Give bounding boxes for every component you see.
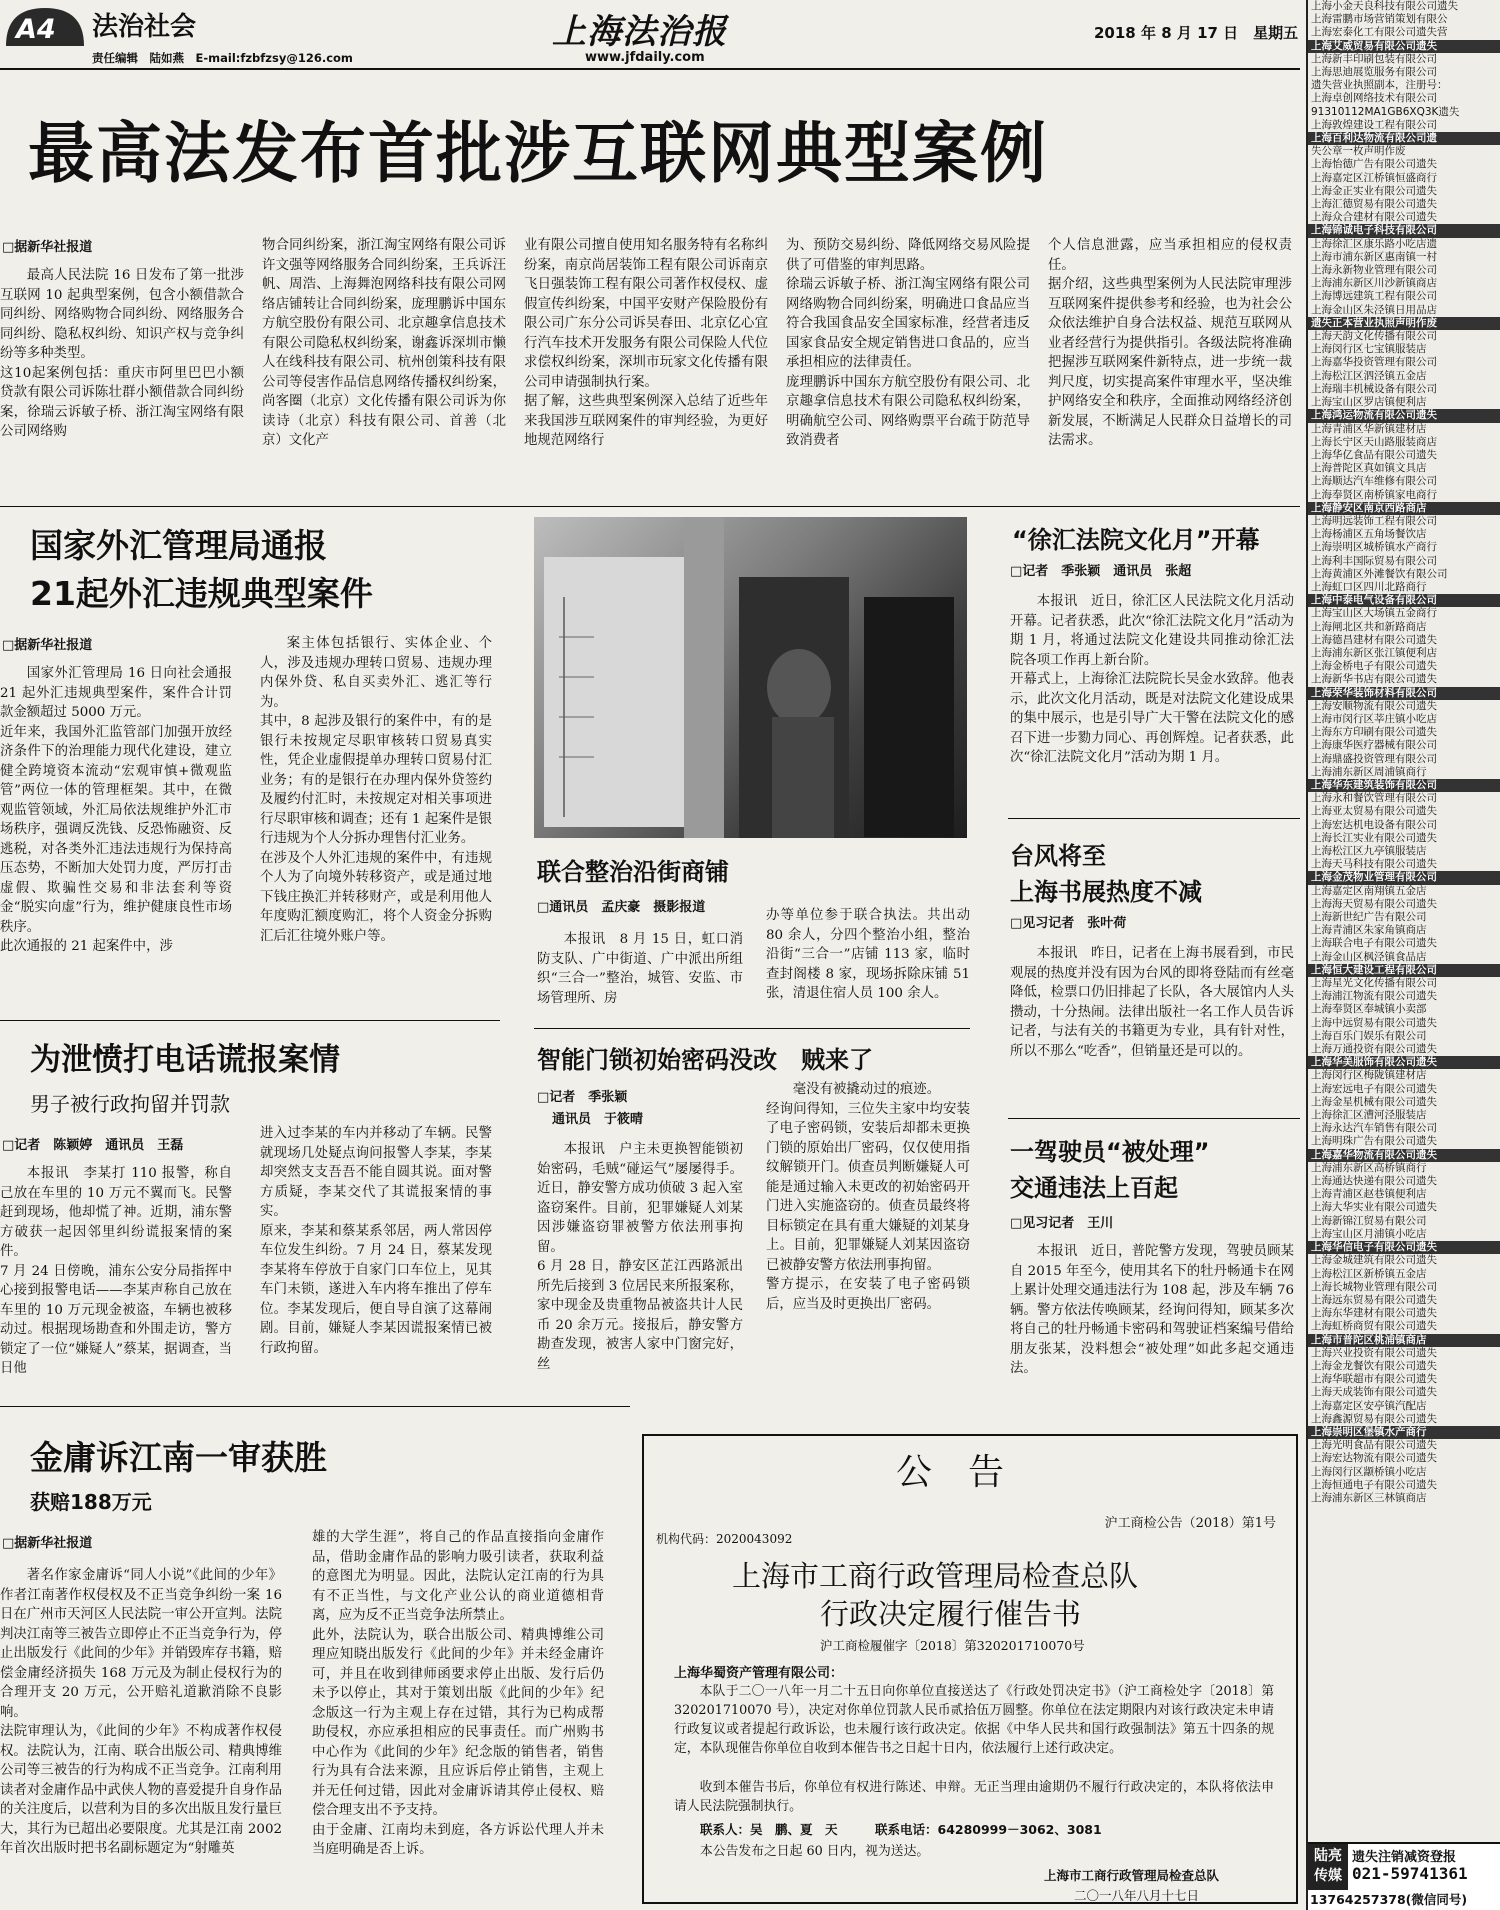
classified-ad-line: 上海新世纪广告有限公司 xyxy=(1311,911,1427,924)
lead-column-2: 物合同纠纷案，浙江淘宝网络有限公司诉许文强等网络服务合同纠纷案，王兵诉汪帆、周浩、上海舞泡网络科技有限公司网络店铺转让合同纠纷案，庞理鹏诉中国东方航空股份有限公司、北京趣拿信息技术有限公司隐私权纠纷案，谢鑫诉深圳市懒人在线科技有限公司、杭州创策科技有限公司等侵害作品信息网络传播权纠纷案，尚客圈（北京）文化传播有限公司诉为你读诗（北京）科技有限公司、首善（北京）文化产 xyxy=(262,238,506,448)
classified-ad-line: 上海宝山区大场镇五金商行 xyxy=(1311,607,1437,620)
false-report-headline: 为泄愤打电话谎报案情 xyxy=(30,1042,340,1078)
classified-ads-list xyxy=(1308,0,1500,1840)
masthead-rule xyxy=(0,68,1300,70)
classified-ad-line: 上海闵行区颛桥镇小吃店 xyxy=(1311,1465,1427,1478)
ads-brand-line-2: 传媒 xyxy=(1314,1868,1342,1884)
classified-ad-line: 上海华信电子有限公司遗失 xyxy=(1308,1241,1500,1254)
classified-ad-line: 上海奉贤区南桥镇家电商行 xyxy=(1311,488,1437,501)
lead-column-5: 个人信息泄露，应当承担相应的侵权责任。 据介绍，这些典型案例为人民法院审理涉互联网案件提供参考和经验，也为社会公众依法维护自身合法权益、规范互联网从业者经营行为提供指引。各级法院将准确把握涉互联网案件新特点，进一步统一裁判尺度，切实提高案件审理水平，坚决维护网络安全和秩序，全面推动网络经济创新发展，不断满足人民群众日益增长的司法需求。 xyxy=(1048,238,1292,448)
classified-ad-line: 上海万通投资有限公司遗失 xyxy=(1311,1043,1437,1056)
jinyong-col-1: 著名作家金庸诉“同人小说”《此间的少年》作者江南著作权侵权及不正当竞争纠纷一案 16 日在广州市天河区人民法院一审公开宣判。法院判决江南等三被告立即停止不正当竞争行为，停止出版发行《此间的少年》并销毁库存书籍，赔偿金庸经济损失 168 万元及为制止侵权行为的合理开支 20 万元，公开赔礼道歉消除不良影响。 法院审理认为，《此间的少年》不构成著作权侵权。法院认为，江南、联合出版公司、精典博维公司等三被告的行为构成不正当竞争。江南利用读者对金庸作品中武侠人物的喜爱提升自身作品的关注度后，以营利为目的多次出版且发行量巨大，其行为已超出必要限度。尤其是江南 2002 年首次出版时把书名副标题定为“射雕英 xyxy=(0,1568,282,1856)
classified-ad-line: 上海宝山区月浦镇小吃店 xyxy=(1311,1227,1427,1240)
classified-ad-line: 上海星光文化传播有限公司 xyxy=(1311,977,1437,990)
notice-contact: 联系人：吴 鹏、夏 天 联系电话：64280999－3062、3081 xyxy=(700,1822,1102,1837)
classified-ad-line: 上海兴业投资有限公司遗失 xyxy=(1311,1346,1437,1359)
jinyong-headline: 金庸诉江南一审获胜 xyxy=(30,1438,327,1477)
classified-ad-line: 上海徐汇区漕河泾服装店 xyxy=(1311,1109,1427,1122)
notice-para-3: 本公告发布之日起 60 日内，视为送达。 xyxy=(700,1844,930,1859)
jinyong-byline: □据新华社报道 xyxy=(2,1536,93,1551)
ads-label: 遗失注销减资登报 xyxy=(1352,1850,1457,1865)
classified-ad-line: 上海宏达物流有限公司遗失 xyxy=(1311,1452,1437,1465)
classified-ad-line: 上海鑫源贸易有限公司遗失 xyxy=(1311,1412,1437,1425)
classified-ad-line: 上海亚太贸易有限公司遗失 xyxy=(1311,805,1437,818)
notice-addressee: 上海华蜀资产管理有限公司： xyxy=(674,1666,844,1681)
classified-ad-line: 上海博远建筑工程有限公司 xyxy=(1311,290,1437,303)
jinyong-rule xyxy=(0,1406,630,1407)
classified-ad-line: 上海杨浦区五角场餐饮店 xyxy=(1311,528,1427,541)
classified-ad-line: 上海崇明区城桥镇水产商行 xyxy=(1311,541,1437,554)
masthead-logo: 上海法治报 xyxy=(552,12,727,52)
classified-ad-line: 上海华美服饰有限公司遗失 xyxy=(1308,1056,1500,1069)
classified-ad-line: 上海浦东新区川沙新镇商店 xyxy=(1311,277,1437,290)
jinyong-subhead: 获赔188万元 xyxy=(30,1490,152,1514)
classified-ad-line: 遗失正本营业执照声明作废 xyxy=(1308,317,1500,330)
forex-headline-1: 国家外汇管理局通报 xyxy=(30,526,327,565)
ads-phone: 021-59741361 xyxy=(1352,1864,1468,1883)
classified-ad-line: 上海雷鹏市场营销策划有限公 xyxy=(1311,13,1448,26)
page-badge xyxy=(2,2,88,50)
classified-ad-line: 上海新华书店有限公司遗失 xyxy=(1311,673,1437,686)
lock-byline-1: □记者 季张颖 xyxy=(537,1090,628,1105)
classified-ad-line: 上海奉贤区奉城镇小卖部 xyxy=(1311,1003,1427,1016)
notice-main-title-1: 上海市工商行政管理局检查总队 xyxy=(732,1559,1139,1593)
classified-ad-line: 上海虹口区四川北路商行 xyxy=(1311,580,1427,593)
xuhui-headline: “徐汇法院文化月”开幕 xyxy=(1012,526,1260,554)
classified-ad-line: 上海安顺物流有限公司遗失 xyxy=(1311,699,1437,712)
classified-ad-line: 上海新锦江贸易有限公司 xyxy=(1311,1214,1427,1227)
classified-ad-line: 上海青浦区华新镇建材店 xyxy=(1311,422,1427,435)
classified-ad-line: 上海通达快递有限公司遗失 xyxy=(1311,1175,1437,1188)
typhoon-text: 本报讯 昨日，记者在上海书展看到，市民观展的热度并没有因为台风的即将登陆而有丝毫降低，检票口仍旧排起了长队，各大展馆内人头攒动，十分热闹。法律出版社一名工作人员告诉记者，与法有关的书籍更为专业，具有针对性，所以不那么“吃香”，但销量还是可以的。 xyxy=(1010,946,1294,1059)
classified-ad-line: 上海长江实业有限公司遗失 xyxy=(1311,831,1437,844)
typhoon-headline-2: 上海书展热度不减 xyxy=(1010,878,1202,906)
classified-ad-line: 上海新丰印刷包装有限公司 xyxy=(1311,52,1437,65)
classified-ad-line: 上海长城物业管理有限公司 xyxy=(1311,1280,1437,1293)
typhoon-byline: □见习记者 张叶荷 xyxy=(1010,916,1127,931)
lead-headline: 最高法发布首批涉互联网典型案例 xyxy=(28,115,1048,192)
classified-ad-line: 上海思迪展览服务有限公司 xyxy=(1311,66,1437,79)
typhoon-headline-1: 台风将至 xyxy=(1010,842,1106,870)
classified-ad-line: 上海普陀区真如镇文具店 xyxy=(1311,462,1427,475)
classified-ad-line: 上海宝山区罗店镇便利店 xyxy=(1311,396,1427,409)
false-report-col-2: 进入过李某的车内并移动了车辆。民警就现场几处疑点询问报警人李某，李某却突然支支吾吾不能自圆其说。面对警方质疑，李某交代了其谎报案情的事实。 原来，李某和蔡某系邻居，两人常因停车位发生纠纷。7 月 24 日，蔡某发现李某将车停放于自家门口车位上，见其车门未锁，遂进入车内将车推出了停车位。李某发现后，便自导自演了这幕闹剧。目前，嫌疑人李某因谎报案情已被行政拘留。 xyxy=(260,1126,492,1356)
issue-date: 2018 年 8 月 17 日 星期五 xyxy=(1094,24,1299,42)
lead-column-4: 为、预防交易纠纷、降低网络交易风险提供了可借鉴的审判思路。 徐瑞云诉敏子桥、浙江淘宝网络有限公司网络购物合同纠纷案，明确进口食品应当符合我国食品安全国家标准，经营者违反国家食品安全规定销售进口食品的，应当承担相应的法律责任。 庞理鹏诉中国东方航空股份有限公司、北京趣拿信息技术有限公司隐私权纠纷案，明确航空公司、网络购票平台疏于防范导致消费者 xyxy=(786,238,1030,448)
classified-ad-line: 上海青浦区朱家角镇商店 xyxy=(1311,924,1427,937)
classified-ad-line: 上海宏达机电设备有限公司 xyxy=(1311,818,1437,831)
lead-byline: □据新华社报道 xyxy=(2,240,93,255)
classified-ad-line: 上海闵行区梅陇镇建材店 xyxy=(1311,1069,1427,1082)
classified-ad-line: 上海金星机械有限公司遗失 xyxy=(1311,1095,1437,1108)
driver-headline-2: 交通违法上百起 xyxy=(1010,1174,1178,1202)
classified-ad-line: 上海永新物业管理有限公司 xyxy=(1311,264,1437,277)
street-photo xyxy=(534,517,967,838)
classified-ads-strip xyxy=(1306,0,1500,1910)
classified-ad-line: 上海金龙餐饮有限公司遗失 xyxy=(1311,1359,1437,1372)
street-col-2: 办等单位参于联合执法。共出动 80 余人，分四个整治小组，整治沿街“三合一”店铺 113 家，临时查封阁楼 8 家，现场拆除床铺 51 张，清退住宿人员 100 余人。 xyxy=(766,908,970,1001)
classified-ad-line: 上海鼎盛投资管理有限公司 xyxy=(1311,752,1437,765)
classified-ad-line: 上海明珠广告有限公司遗失 xyxy=(1311,1135,1437,1148)
xuhui-bottom-rule xyxy=(1008,818,1300,819)
classified-ad-line: 上海联合电子有限公司遗失 xyxy=(1311,937,1437,950)
street-bottom-rule xyxy=(534,1028,970,1029)
classified-ad-line: 上海百利达物流有限公司遗 xyxy=(1308,132,1500,145)
classified-ad-line: 上海松江区泗泾镇五金店 xyxy=(1311,369,1427,382)
photo-illustration xyxy=(534,517,967,838)
classified-ad-line: 上海金茂物业管理有限公司 xyxy=(1308,871,1500,884)
classified-ad-line: 上海康华医疗器械有限公司 xyxy=(1311,739,1437,752)
classified-ad-line: 上海浦东新区张江镇便利店 xyxy=(1311,646,1437,659)
classified-ad-line: 上海众合建材有限公司遗失 xyxy=(1311,211,1437,224)
classified-ad-line: 上海鸿运物流有限公司遗失 xyxy=(1308,409,1500,422)
classified-ad-line: 上海嘉华投资管理有限公司 xyxy=(1311,356,1437,369)
classified-ad-line: 上海百乐门娱乐有限公司 xyxy=(1311,1029,1427,1042)
classified-ad-line: 上海光明食品有限公司遗失 xyxy=(1311,1439,1437,1452)
classified-ad-line: 上海浦东新区高桥镇商行 xyxy=(1311,1161,1427,1174)
driver-headline-1: 一驾驶员“被处理” xyxy=(1010,1138,1210,1166)
classified-ad-line: 上海徐汇区康乐路小吃店遗 xyxy=(1311,237,1437,250)
classified-ad-line: 上海浦江物流有限公司遗失 xyxy=(1311,990,1437,1003)
forex-col-1: 国家外汇管理局 16 日向社会通报 21 起外汇违规典型案件，案件合计罚款金额超过 5000 万元。 近年来，我国外汇监管部门加强开放经济条件下的治理能力现代化建设，建立健全跨境资本流动“宏观审慎+微观监管”两位一体的管理框架。其中，在微观监管领域，外汇局依法规维护外汇市场秩序，强调反洗钱、反恐怖融资、反逃税，对各类外汇违法违规行为保持高压态势，不断加大处罚力度，严厉打击虚假、欺骗性交易和非法套利等资金“脱实向虚”行为，维护健康良性市场秩序。 此次通报的 21 起案件中，涉 xyxy=(0,666,232,954)
lock-byline-2: 通讯员 于筱晴 xyxy=(552,1112,644,1127)
classified-ad-line: 上海嘉定区安亭镇汽配店 xyxy=(1311,1399,1427,1412)
lock-col-1: 本报讯 户主未更换智能锁初始密码，毛贼“碰运气”屡屡得手。近日，静安警方成功侦破 3 起入室盗窃案件。目前，犯罪嫌疑人刘某因涉嫌盗窃罪被警方依法刑事拘留。 6 月 28 日，静安区芷江西路派出所先后接到 3 位居民来所报案称，家中现金及贵重物品被盗共计人民币 20 余万元。接报后，静安警方勘查发现，被害人家中门窗完好，丝 xyxy=(537,1142,743,1372)
classified-ad-line: 上海海天贸易有限公司遗失 xyxy=(1311,897,1437,910)
classified-ad-line: 上海金正实业有限公司遗失 xyxy=(1311,184,1437,197)
driver-byline: □见习记者 王川 xyxy=(1010,1216,1114,1231)
classified-ad-line: 上海嘉华物流有限公司遗失 xyxy=(1308,1149,1500,1162)
ads-footer xyxy=(1308,1842,1500,1910)
lock-col-2: 毫没有被撬动过的痕迹。 经询问得知，三位失主家中均安装了电子密码锁，安装后却都未更换门锁的原始出厂密码，仅仅使用指纹解锁开门。侦查员判断嫌疑人可能是通过输入未更改的初始密码开门进入实施盗窃的。侦查员最终将目标锁定在具有重大嫌疑的刘某身上。目前，犯罪嫌疑人刘某因盗窃已被静安警方依法刑事拘留。 警方提示，在安装了电子密码锁后，应当及时更换出厂密码。 xyxy=(766,1082,970,1312)
classified-ad-line: 上海静安区南京西路商店 xyxy=(1308,502,1500,515)
notice-sign-org: 上海市工商行政管理局检查总队 xyxy=(1044,1868,1220,1883)
classified-ad-line: 上海青浦区赵巷镇便利店 xyxy=(1311,1188,1427,1201)
classified-ad-line: 上海华东建筑装饰有限公司 xyxy=(1308,779,1500,792)
classified-ad-line: 91310112MA1GB6XQ3K遗失 xyxy=(1311,105,1460,118)
classified-ad-line: 上海明远装饰工程有限公司 xyxy=(1311,514,1437,527)
notice-main-title-2: 行政决定履行催告书 xyxy=(820,1597,1082,1631)
notice-para-1: 本队于二〇一八年一月二十五日向你单位直接送达了《行政处罚决定书》（沪工商检处字〔2018〕第 320201710070 号），决定对你单位罚款人民币贰拾伍万圆整。你单位在法定期限内对该行政决定未申请行政复议或者提起行政诉讼，也未履行该行政决定。依据《中华人民共和国行政强制法》第五十四条的规定，本队现催告你单位自收到本催告书之日起十日内，依法履行上述行政决定。 xyxy=(674,1684,1274,1756)
classified-ad-line: 上海德昌建材有限公司遗失 xyxy=(1311,633,1437,646)
classified-ad-line: 上海天马科技有限公司遗失 xyxy=(1311,858,1437,871)
classified-ad-line: 上海永达汽车销售有限公司 xyxy=(1311,1122,1437,1135)
classified-ad-line: 上海锦诚电子科技有限公司 xyxy=(1308,224,1500,237)
classified-ad-line: 上海天成装饰有限公司遗失 xyxy=(1311,1386,1437,1399)
street-byline: □通讯员 孟庆豪 摄影报道 xyxy=(537,900,706,915)
forex-byline: □据新华社报道 xyxy=(2,638,93,653)
classified-ad-line: 上海宏泰化工有限公司遗失营 xyxy=(1311,26,1448,39)
notice-org-code: 机构代码：2020043092 xyxy=(656,1532,793,1546)
notice-title: 公 告 xyxy=(896,1452,1005,1493)
classified-ad-line: 上海敦煌建设工程有限公司 xyxy=(1311,118,1437,131)
xuhui-byline: □记者 季张颖 通讯员 张超 xyxy=(1010,564,1192,579)
notice-ref: 沪工商检公告（2018）第1号 xyxy=(1104,1516,1276,1531)
notice-box xyxy=(642,1434,1298,1904)
classified-ad-line: 上海长宁区天山路服装商店 xyxy=(1311,435,1437,448)
xuhui-text: 本报讯 近日，徐汇区人民法院文化月活动开幕。记者获悉，此次“徐汇法院文化月”活动为期 1 月，将通过法院文化建设共同推动徐汇法院各项工作再上新台阶。 开幕式上，上海徐汇法院院长吴金水致辞。他表示，此次文化月活动，既是对法院文化建设成果的集中展示，也是引导广大干警在法院文化的感召下进一步勠力同心、再创辉煌。记者获悉，此次“徐汇法院文化月”活动为期 1 月。 xyxy=(1010,594,1294,765)
classified-ad-line: 上海松江区九亭镇服装店 xyxy=(1311,845,1427,857)
notice-doc-number: 沪工商检履催字〔2018〕第320201710070号 xyxy=(820,1638,1085,1653)
classified-ad-line: 上海恒大建设工程有限公司 xyxy=(1308,964,1500,977)
classified-ad-line: 上海金山区朱泾镇日用品店 xyxy=(1311,303,1437,316)
classified-ad-line: 上海市普陀区桃浦镇商店 xyxy=(1308,1334,1500,1347)
classified-ad-line: 上海华亿食品有限公司遗失 xyxy=(1311,448,1437,461)
classified-ad-line: 上海小金天良科技有限公司遗失 xyxy=(1311,0,1458,12)
classified-ad-line: 上海闸北区共和新路商店 xyxy=(1311,620,1427,633)
classified-ad-line: 上海浦东新区周浦镇商行 xyxy=(1311,765,1427,778)
classified-ad-line: 上海嘉定区江桥镇恒盛商行 xyxy=(1311,171,1437,184)
lead-column-1: 最高人民法院 16 日发布了第一批涉互联网 10 起典型案例，包含小额借款合同纠纷、网络购物合同纠纷、网络服务合同纠纷、隐私权纠纷、知识产权与竞争纠纷等多种类型。 这10起案例包括：重庆市阿里巴巴小额贷款有限公司诉陈壮群小额借款合同纠纷案，徐瑞云诉敏子桥、浙江淘宝网络有限公司网络购 xyxy=(0,268,244,439)
classified-ad-line: 上海远东贸易有限公司遗失 xyxy=(1311,1293,1437,1306)
lead-bottom-rule xyxy=(0,506,1300,507)
section-name: 法治社会 xyxy=(92,12,197,42)
classified-ad-line: 上海荣华装饰材料有限公司 xyxy=(1308,687,1500,700)
jinyong-col-2: 雄的大学生涯”，将自己的作品直接指向金庸作品，借助金庸作品的影响力吸引读者，获取利益的意图尤为明显。因此，法院认定江南的行为具有不正当性，与文化产业公认的商业道德相背离，应为反不正当竞争法所禁止。 此外，法院认为，联合出版公司、精典博维公司理应知晓出版发行《此间的少年》并未经金庸许可，并且在收到律师函要求停止出版、发行后仍未予以停止，其对于策划出版《此间的少年》纪念版这一行为主观上存在过错，其行为已构成帮助侵权，亦应承担相应的民事责任。而广州购书中心作为《此间的少年》纪念版的销售者，销售行为具有合法来源，且应诉后停止销售，主观上并无任何过错，因此对金庸诉请其停止侵权、赔偿合理支出不予支持。 由于金庸、江南均未到庭，各方诉讼代理人并未当庭明确是否上诉。 xyxy=(312,1530,604,1857)
classified-ad-line: 上海宏远电子有限公司遗失 xyxy=(1311,1082,1437,1095)
notice-sign-date: 二〇一八年八月十七日 xyxy=(1074,1888,1200,1903)
page-number: A4 xyxy=(16,14,56,45)
notice-para-2: 收到本催告书后，你单位有权进行陈述、申辩。无正当理由逾期仍不履行行政决定的，本队将依法申请人民法院强制执行。 xyxy=(674,1780,1274,1814)
classified-ad-line: 上海嘉定区南翔镇五金店 xyxy=(1311,884,1427,897)
classified-ad-line: 上海金城建筑有限公司遗失 xyxy=(1311,1254,1437,1267)
classified-ad-line: 上海闵行区七宝镇服装店 xyxy=(1311,343,1427,356)
ads-mobile: 13764257378(微信同号) xyxy=(1310,1892,1468,1907)
classified-ad-line: 上海中泰电气设备有限公司 xyxy=(1308,594,1500,607)
classified-ad-line: 上海浦东新区三林镇商店 xyxy=(1311,1491,1427,1504)
classified-ad-line: 上海艾威贸易有限公司遗失 xyxy=(1308,40,1500,53)
classified-ad-line: 上海虹桥商贸有限公司遗失 xyxy=(1311,1320,1437,1333)
false-report-col-1: 本报讯 李某打 110 报警，称自己放在车里的 10 万元不翼而飞。民警赶到现场，他却慌了神。近期，浦东警方破获一起因邻里纠纷谎报案情的案件。 7 月 24 日傍晚，浦东公安分局指挥中心接到报警电话——李某声称自己放在车里的 10 万元现金被盗，车辆也被移动过。根据现场勘查和外围走访，警方锁定了一位“嫌疑人”蔡某，据调查，当日他 xyxy=(0,1166,232,1376)
false-report-subhead: 男子被行政拘留并罚款 xyxy=(30,1092,230,1116)
classified-ad-line: 上海黄浦区外滩餐饮有限公司 xyxy=(1311,567,1448,580)
driver-text: 本报讯 近日，普陀警方发现，驾驶员顾某自 2015 年至今，使用其名下的牡丹畅通卡在网上累计处理交通违法行为 108 起，涉及车辆 76 辆。警方依法传唤顾某，经询问得知，顾某多次将自己的牡丹畅通卡密码和驾驶证档案编号借给朋友张某，没料想会“被处理”如此多起交通违法。 xyxy=(1010,1244,1294,1376)
street-col-1: 本报讯 8 月 15 日，虹口消防支队、广中街道、广中派出所组织“三合一”整治，城管、安监、市场管理所、房 xyxy=(537,932,743,1006)
ads-brand xyxy=(1308,1844,1348,1890)
classified-ad-line: 上海崇明区堡镇水产商行 xyxy=(1308,1426,1500,1439)
classified-ad-line: 上海顺达汽车维修有限公司 xyxy=(1311,475,1437,488)
classified-ad-line: 上海大华实业有限公司遗失 xyxy=(1311,1201,1437,1214)
classified-ad-line: 上海东方印刷有限公司遗失 xyxy=(1311,726,1437,739)
classified-ad-line: 上海利丰国际贸易有限公司 xyxy=(1311,554,1437,567)
classified-ad-line: 上海汇德贸易有限公司遗失 xyxy=(1311,198,1437,211)
classified-ad-line: 上海市浦东新区惠南镇一村 xyxy=(1311,250,1437,263)
forex-headline-2: 21起外汇违规典型案件 xyxy=(30,574,373,613)
false-report-byline: □记者 陈颖婷 通讯员 王磊 xyxy=(2,1138,184,1153)
classified-ad-line: 上海瑞丰机械设备有限公司 xyxy=(1311,382,1437,395)
classified-ad-line: 上海市闵行区莘庄镇小吃店 xyxy=(1311,712,1437,725)
classified-ad-line: 上海松江区新桥镇五金店 xyxy=(1311,1267,1427,1280)
classified-ad-line: 上海卓创网络技术有限公司 xyxy=(1311,92,1437,105)
editor-line: 责任编辑 陆如燕 E-mail:fzbfzsy@126.com xyxy=(92,51,353,65)
classified-ad-line: 上海中远贸易有限公司遗失 xyxy=(1311,1016,1437,1029)
false-report-rule xyxy=(0,1020,500,1021)
typhoon-bottom-rule xyxy=(1008,1118,1300,1119)
classified-ad-line: 上海恒通电子有限公司遗失 xyxy=(1311,1478,1437,1491)
classified-ad-line: 上海怡德广告有限公司遗失 xyxy=(1311,158,1437,171)
classified-ad-line: 上海金桥电子有限公司遗失 xyxy=(1311,660,1437,673)
site-url: www.jfdaily.com xyxy=(585,50,705,65)
ads-brand-line-1: 陆亮 xyxy=(1314,1848,1342,1864)
lead-column-3: 业有限公司擅自使用知名服务特有名称纠纷案，南京尚居装饰工程有限公司诉南京飞日强装饰工程有限公司著作权侵权、虚假宣传纠纷案，中国平安财产保险股份有限公司广东分公司诉吴春田、北京亿心宜行汽车技术开发服务有限公司保险人代位求偿权纠纷案，深圳市玩家文化传播有限公司申请强制执行案。 据了解，这些典型案例深入总结了近些年来我国涉互联网案件的审判经验，为更好地规范网络行 xyxy=(524,238,768,448)
classified-ad-line: 遗失营业执照副本，注册号： xyxy=(1311,79,1448,92)
lock-headline: 智能门锁初始密码没改 贼来了 xyxy=(537,1046,873,1074)
photo-caption: 联合整治沿街商铺 xyxy=(537,858,729,886)
classified-ad-line: 上海永和餐饮管理有限公司 xyxy=(1311,792,1437,805)
classified-ad-line: 失公章一枚声明作废 xyxy=(1311,145,1406,158)
classified-ad-line: 上海东华建材有限公司遗失 xyxy=(1311,1307,1437,1320)
classified-ad-line: 上海金山区枫泾镇食品店 xyxy=(1311,950,1427,963)
classified-ad-line: 上海天韵文化传播有限公司 xyxy=(1311,330,1437,343)
forex-col-2: 案主体包括银行、实体企业、个人，涉及违规办理转口贸易、违规办理内保外贷、私自买卖外汇、逃汇等行为。 其中，8 起涉及银行的案件中，有的是银行未按规定尽职审核转口贸易真实性，凭企业虚假提单办理转口贸易付汇业务；有的是银行在办理内保外贷签约及履约付汇时，未按规定对相关事项进行尽职审核和调查；还有 1 起案件是银行违规为个人分拆办理售付汇业务。 在涉及个人外汇违规的案件中，有违规个人为了向境外转移资产，或是通过地下钱庄换汇并转移财产，或是利用他人年度购汇额度购汇，将个人资金分拆购汇后汇往境外账户等。 xyxy=(260,636,492,944)
classified-ad-line: 上海华联超市有限公司遗失 xyxy=(1311,1373,1437,1386)
